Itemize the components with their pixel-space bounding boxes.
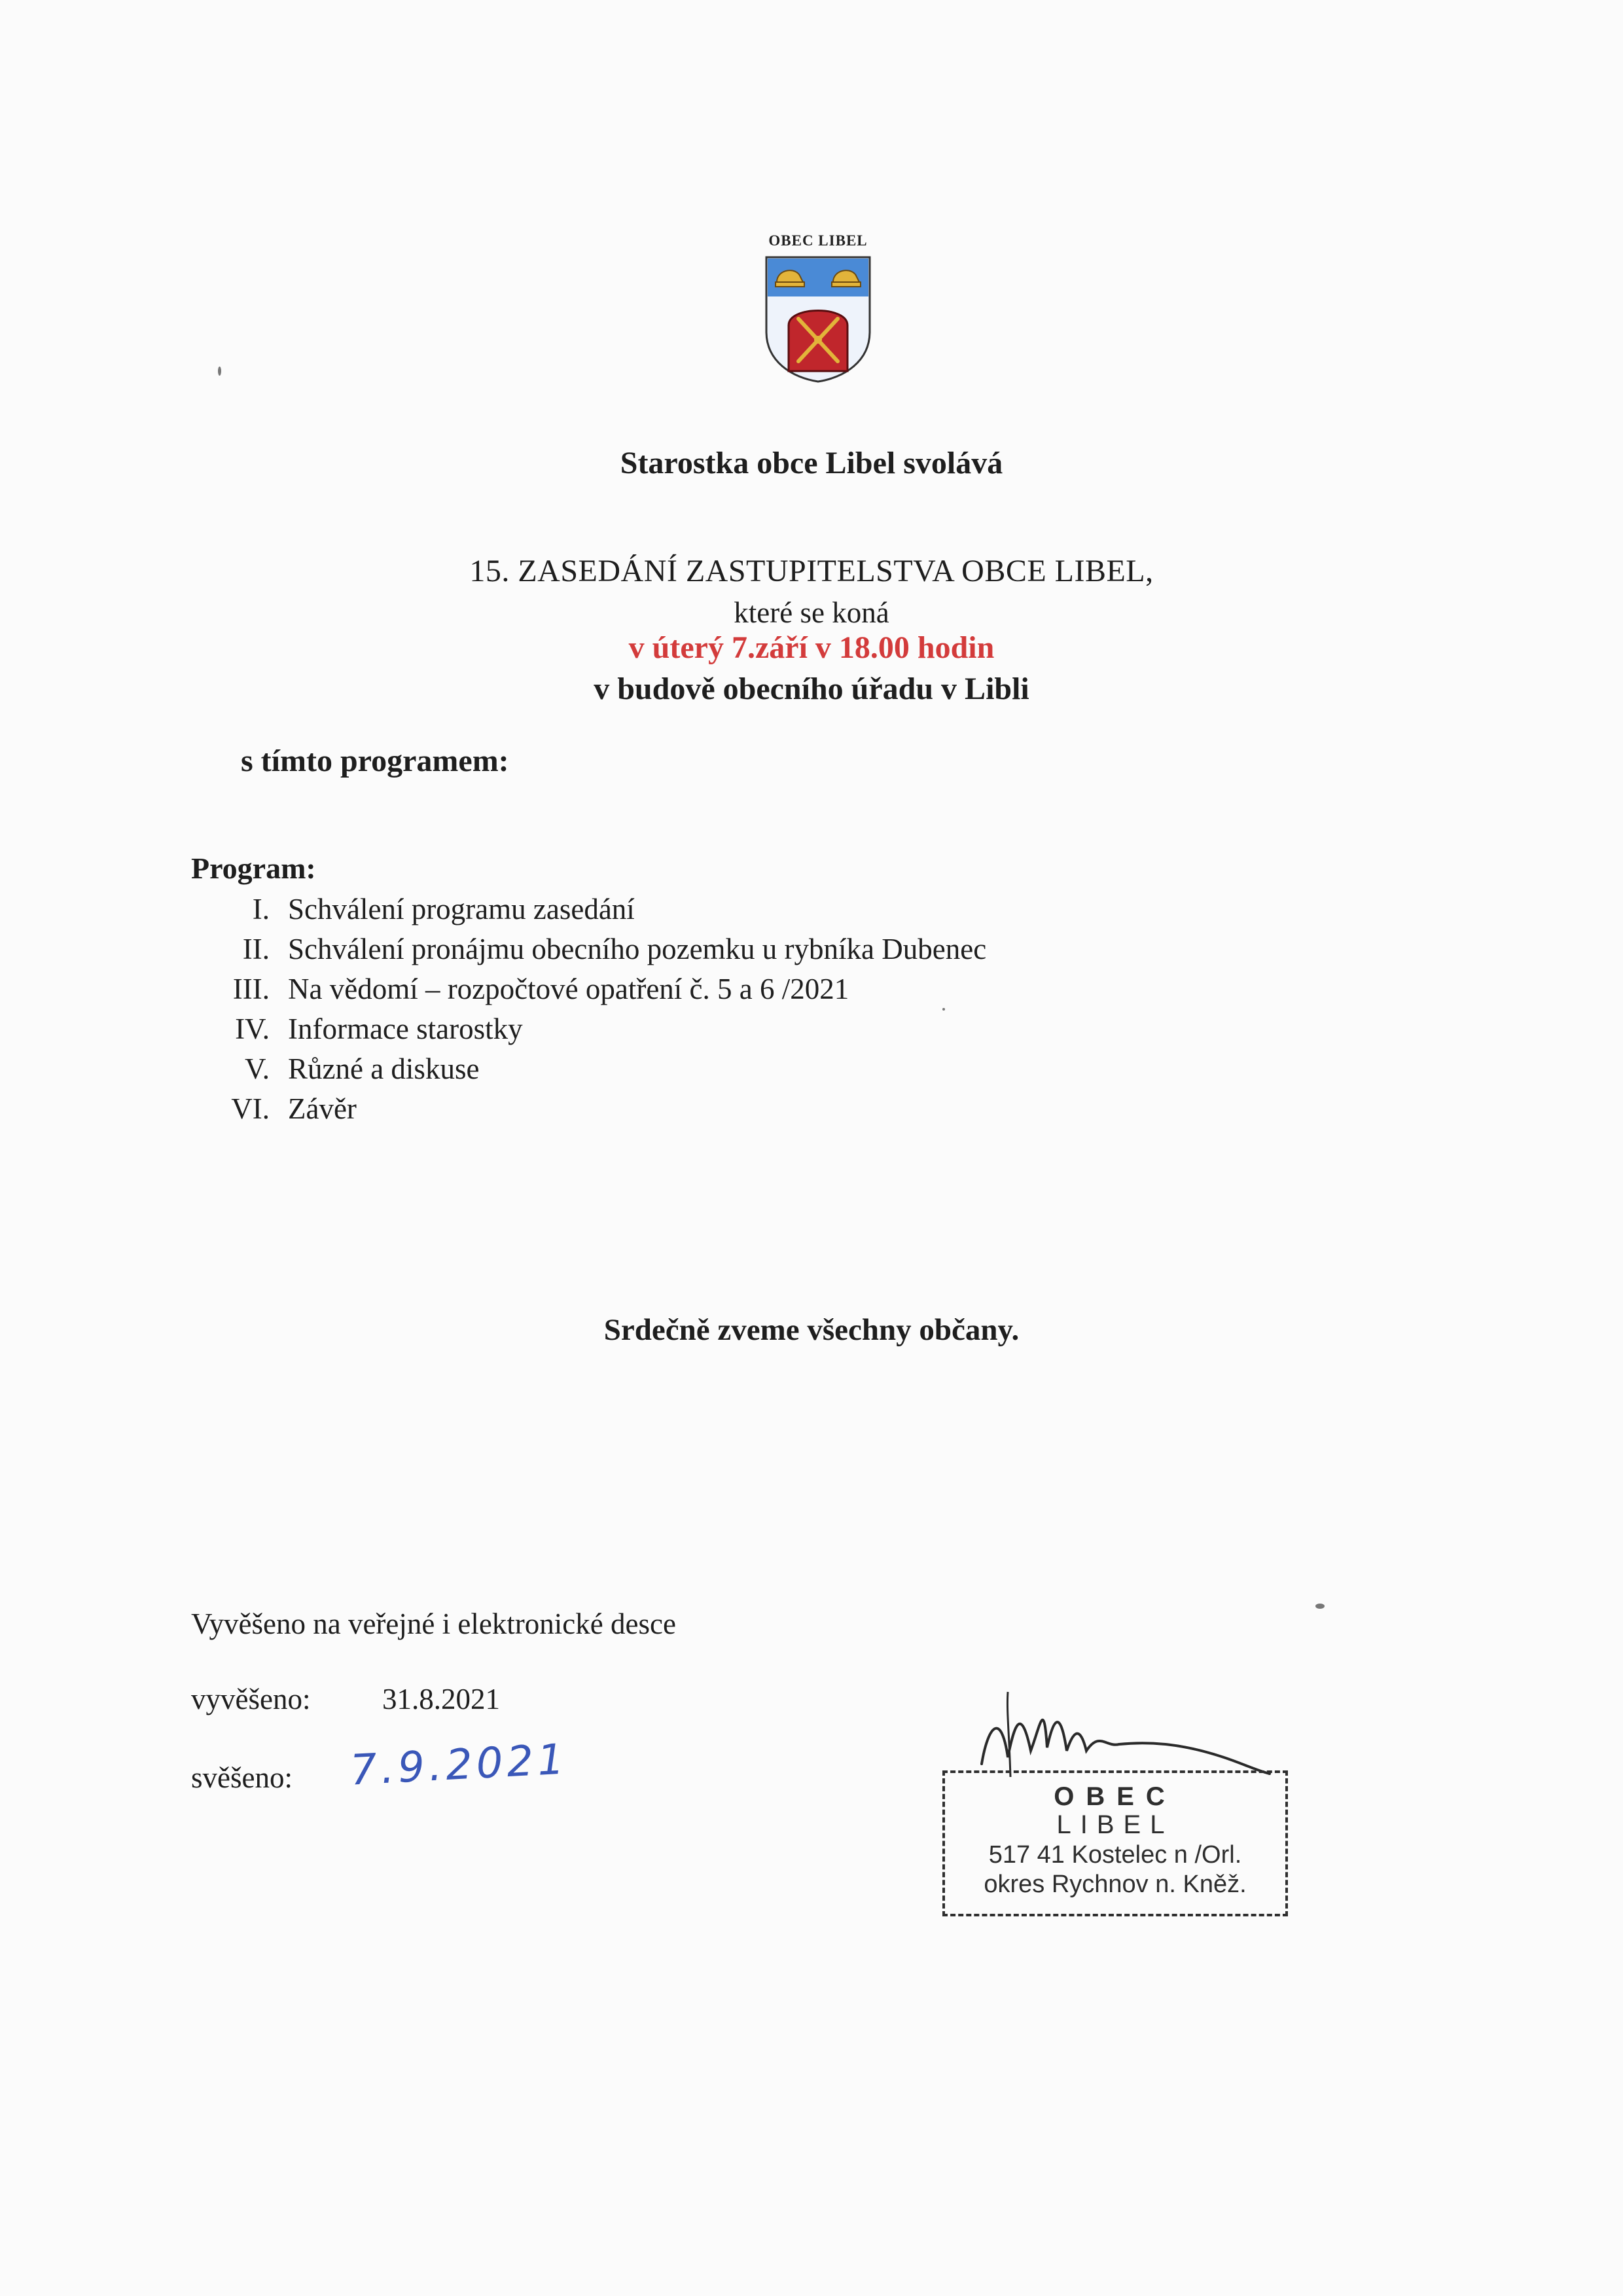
posted-label: vyvěšeno:: [191, 1683, 311, 1715]
scan-speck: [218, 367, 221, 376]
coat-of-arms: [740, 232, 897, 384]
program-item: [191, 929, 987, 969]
stamp-line-1: OBEC: [1054, 1782, 1177, 1811]
program-item-text: Na vědomí – rozpočtové opatření č. 5 a 6 /2021: [288, 973, 849, 1005]
session-place: v budově obecního úřadu v Libli: [594, 672, 1029, 706]
posting-note: Vyvěšeno na veřejné i elektronické desce: [191, 1607, 676, 1640]
stamp-line-4: okres Rychnov n. Kněž.: [984, 1871, 1247, 1898]
program-item: [191, 1009, 523, 1049]
signature-scribble: [969, 1685, 1283, 1784]
posted-row: [191, 1682, 500, 1716]
program-item-number: I.: [252, 893, 270, 925]
program-item: [191, 969, 849, 1009]
session-title: 15. ZASEDÁNÍ ZASTUPITELSTVA OBCE LIBEL,: [469, 554, 1154, 588]
coat-of-arms-icon: [762, 253, 874, 384]
invitation-text: Srdečně zveme všechny občany.: [603, 1313, 1020, 1347]
program-intro: s tímto programem:: [241, 744, 509, 778]
program-item: [191, 1049, 480, 1089]
removed-label: svěšeno:: [191, 1761, 293, 1794]
session-date-time: v úterý 7.září v 18.00 hodin: [628, 630, 995, 665]
program-item: [191, 889, 635, 929]
program-section: [191, 851, 987, 1129]
removed-row: [191, 1761, 293, 1795]
program-item-text: Schválení pronájmu obecního pozemku u rybníka Dubenec: [288, 933, 987, 965]
program-item-text: Různé a diskuse: [288, 1052, 480, 1085]
program-item-number: IV.: [235, 1013, 270, 1045]
program-item-number: V.: [245, 1052, 270, 1085]
official-stamp: [942, 1770, 1288, 1916]
coat-of-arms-title: OBEC LIBEL: [768, 232, 868, 249]
scan-speck: [1315, 1604, 1325, 1609]
program-item-text: Závěr: [288, 1092, 357, 1125]
program-item-text: Informace starostky: [288, 1013, 523, 1045]
session-subtitle: které se koná: [734, 596, 889, 629]
convening-heading: Starostka obce Libel svolává: [620, 446, 1003, 480]
program-item-number: II.: [242, 933, 270, 965]
program-item-text: Schválení programu zasedání: [288, 893, 635, 925]
program-label: Program:: [191, 852, 316, 885]
stamp-line-2: LIBEL: [1056, 1810, 1174, 1839]
scan-speck: [942, 1008, 945, 1011]
program-item: [191, 1089, 357, 1129]
removed-date-handwritten: 7.9.2021: [349, 1735, 569, 1795]
stamp-line-3: 517 41 Kostelec n /Orl.: [988, 1841, 1242, 1869]
program-list: [191, 889, 987, 1129]
program-item-number: VI.: [231, 1092, 270, 1125]
program-item-number: III.: [232, 973, 270, 1005]
posted-date: 31.8.2021: [382, 1683, 500, 1715]
